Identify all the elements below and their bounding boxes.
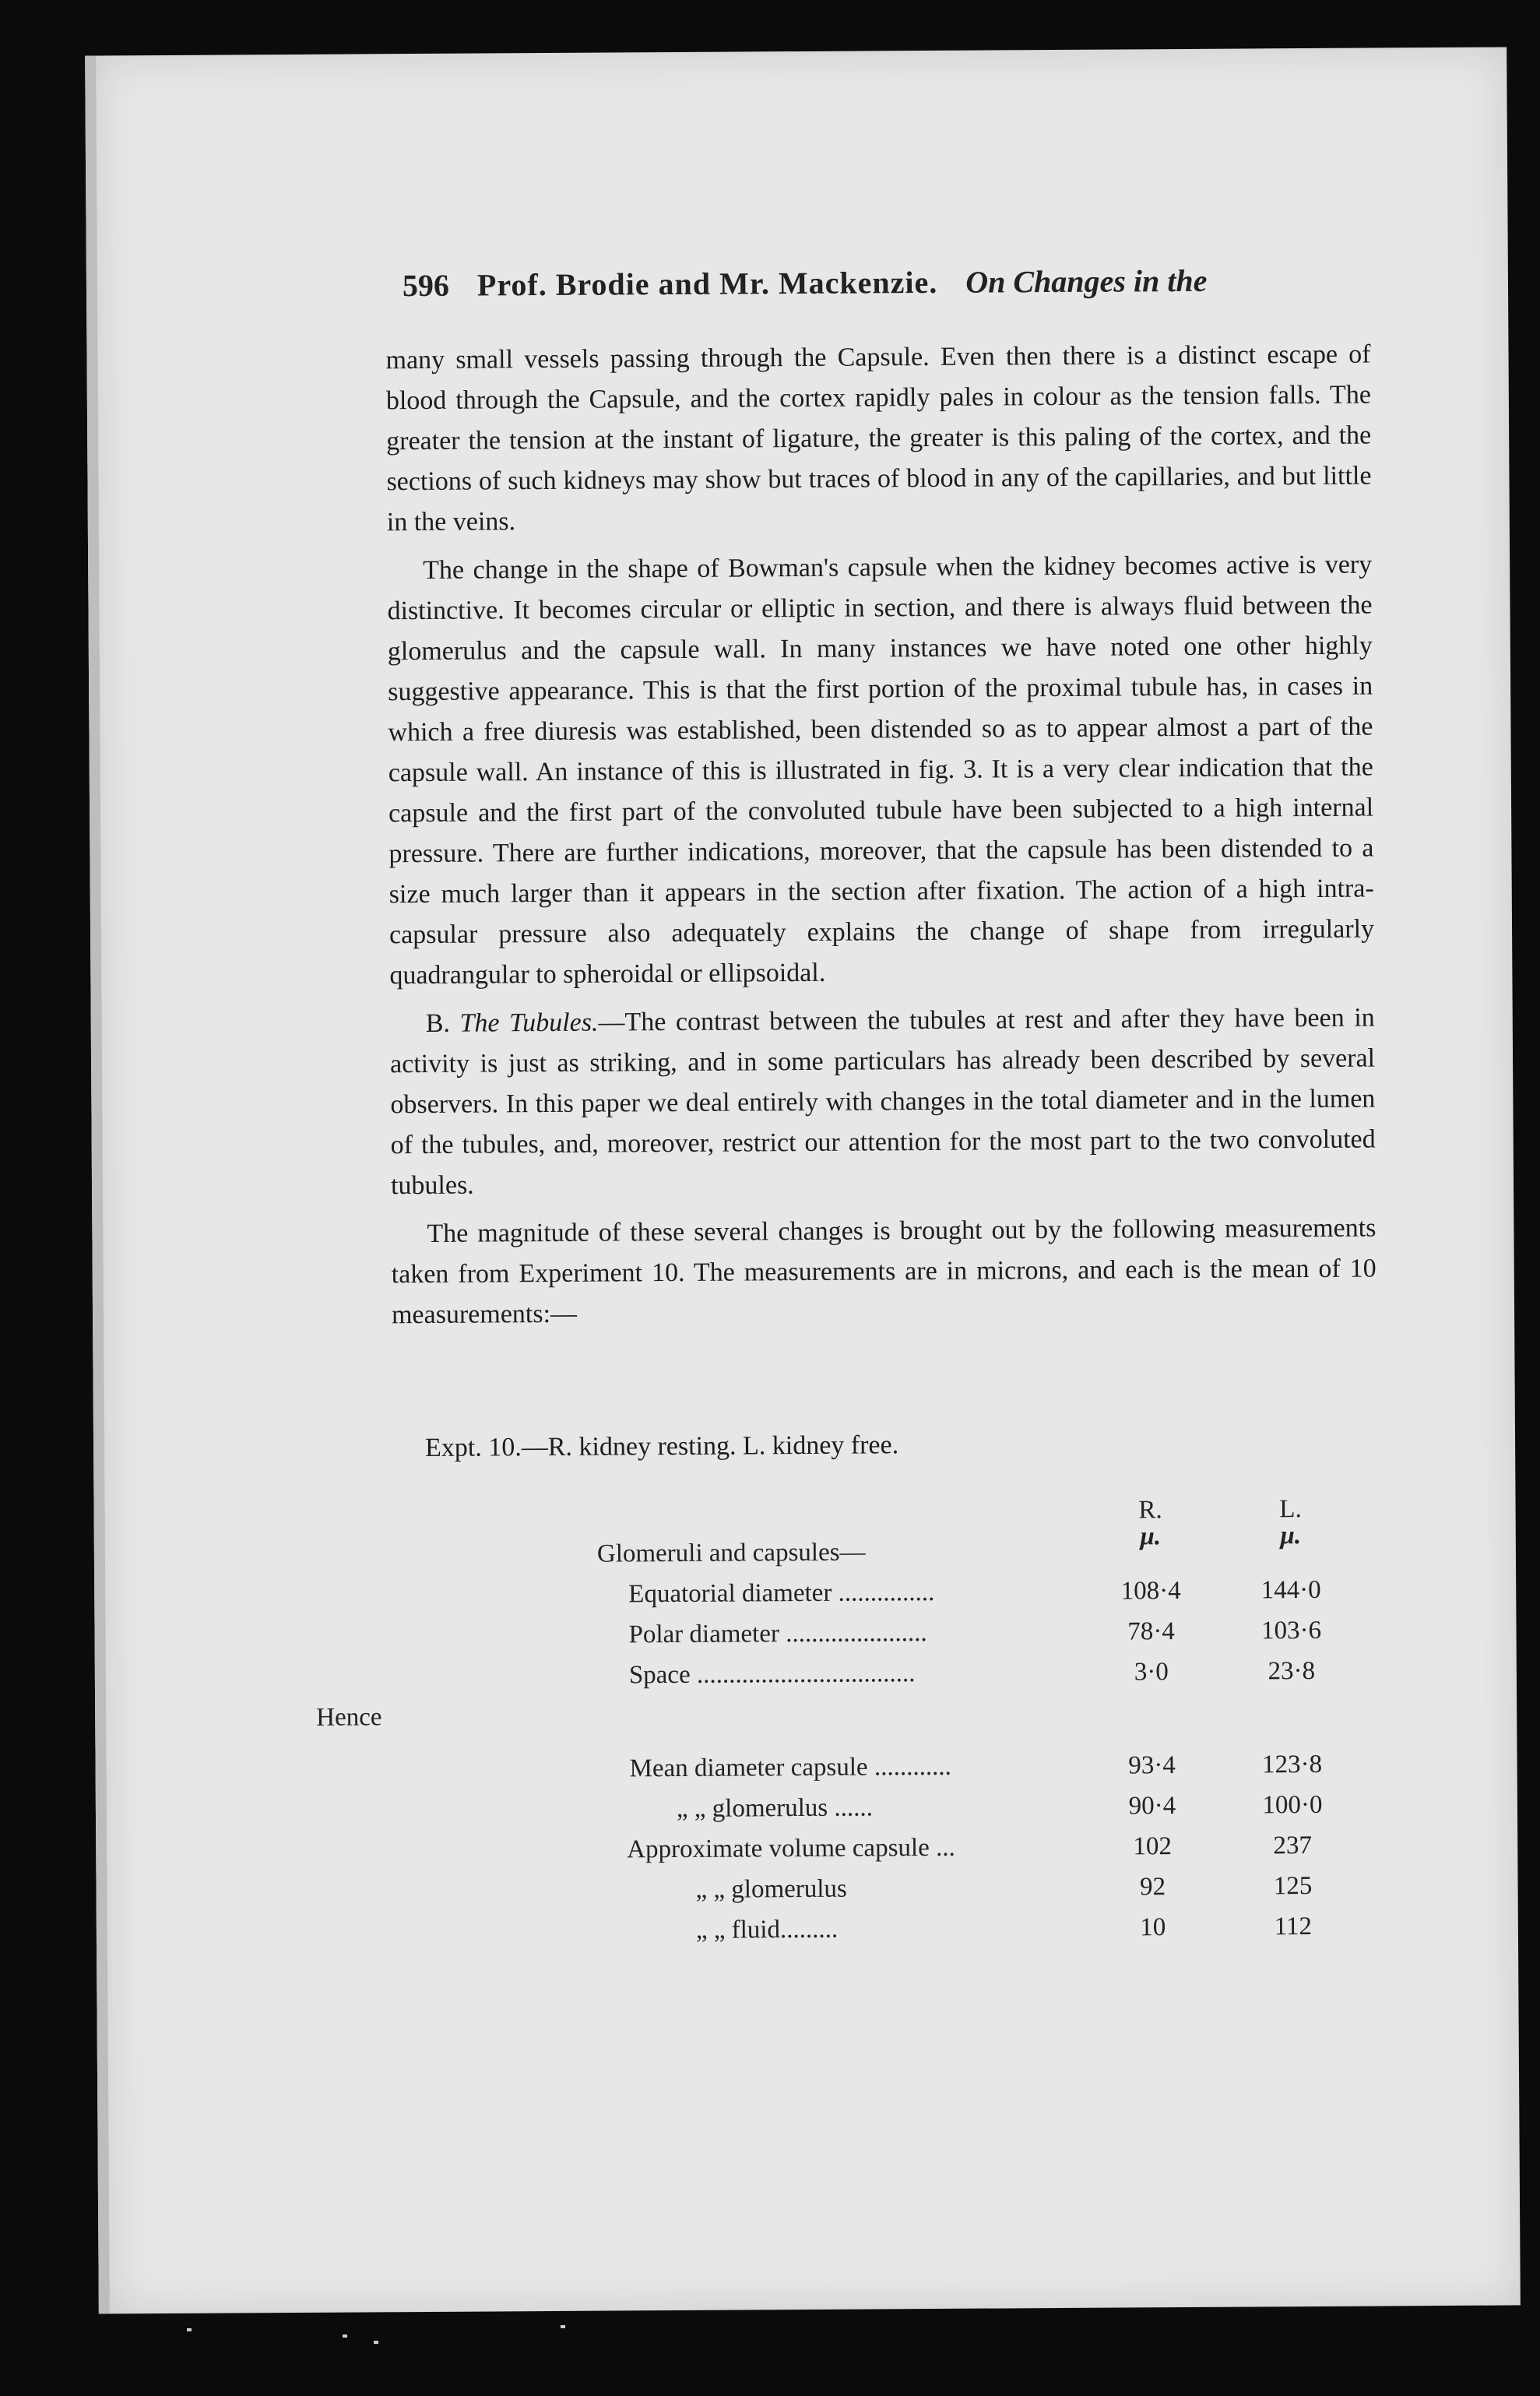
row-value-l: 100·0 bbox=[1262, 1790, 1323, 1820]
row-value-r: 108·4 bbox=[1120, 1577, 1181, 1606]
row-value-l: 237 bbox=[1273, 1831, 1313, 1860]
row-label: Approximate volume capsule ... bbox=[627, 1833, 955, 1864]
row-label: Hence bbox=[316, 1703, 382, 1732]
table-row bbox=[387, 1790, 1384, 1835]
table-row bbox=[385, 1575, 1382, 1620]
row-value-r: 3·0 bbox=[1134, 1658, 1169, 1687]
row-label: Polar diameter ...................... bbox=[628, 1619, 927, 1649]
row-value-r: 93·4 bbox=[1128, 1751, 1176, 1780]
table-row bbox=[386, 1656, 1383, 1701]
row-value-r: 10 bbox=[1140, 1913, 1166, 1942]
paragraph-3 bbox=[390, 998, 1377, 1207]
paragraph-4: The magnitude of these several changes is brought out by the following measurements taken from Experiment 10. The measurements are in microns, and each is the mean of 10 measurements:— bbox=[391, 1213, 1377, 1330]
table-row bbox=[387, 1871, 1384, 1916]
row-value-l: 112 bbox=[1274, 1912, 1313, 1941]
row-value-l: 125 bbox=[1273, 1872, 1313, 1901]
scanned-page bbox=[85, 47, 1521, 2313]
row-label: „ „ glomerulus ...... bbox=[676, 1793, 874, 1824]
table-row bbox=[387, 1750, 1384, 1795]
table-row bbox=[385, 1535, 1382, 1580]
row-value-l: 103·6 bbox=[1260, 1616, 1322, 1645]
table-row bbox=[388, 1912, 1384, 1957]
table-row bbox=[385, 1616, 1382, 1661]
body-text bbox=[385, 335, 1377, 1344]
row-label: Space .................................. bbox=[628, 1659, 916, 1690]
row-label: Glomeruli and capsules— bbox=[596, 1538, 866, 1568]
table-row bbox=[316, 1697, 1383, 1742]
row-label: Mean diameter capsule ............ bbox=[629, 1752, 951, 1783]
header-authors: Prof. Brodie and Mr. Mackenzie. bbox=[476, 264, 938, 303]
scan-specks bbox=[109, 2313, 576, 2359]
row-value-r: 78·4 bbox=[1127, 1617, 1175, 1646]
unit-r: μ. bbox=[1140, 1522, 1162, 1551]
header-running-title: On Changes in the bbox=[965, 262, 1208, 300]
unit-l: μ. bbox=[1280, 1522, 1302, 1550]
table-caption: Expt. 10.—R. kidney resting. L. kidney free. bbox=[424, 1430, 899, 1462]
section-dash: — bbox=[598, 1008, 625, 1037]
row-value-l: 123·8 bbox=[1261, 1750, 1323, 1779]
running-header bbox=[403, 261, 1376, 304]
row-value-l: 144·0 bbox=[1260, 1575, 1321, 1605]
col-header-l: L. bbox=[1279, 1495, 1302, 1524]
row-label: „ „ fluid......... bbox=[695, 1915, 839, 1944]
paragraph-2: The change in the shape of Bowman's capsule when the kidney becomes active is very distinctive. It becomes circular or elliptic in section, and there is always fluid between the glomerulus and the capsule wall. In many instances we have noted one other highly suggestive appearance. This is that the first portion of the proximal tubule has, in cases in which a free diuresis was established, been distended so as to appear almost a part of the capsule wall. An instance of this is illustrated in fig. 3. It is a very clear indication that the capsule and the first part of the convoluted tubule have been subjected to a high internal pressure. There are further indications, moreover, that the capsule has been distended to a size much larger than it appears in the section after fixation. The action of a high intra-capsular pressure also adequately explains the change of shape from irregularly quadrangular to spheroidal or ellipsoidal. bbox=[387, 550, 1375, 990]
table-row bbox=[387, 1831, 1384, 1876]
measurement-table bbox=[316, 1494, 1382, 1944]
section-heading: The Tubules. bbox=[459, 1008, 599, 1038]
row-value-r: 92 bbox=[1139, 1873, 1166, 1902]
row-value-l: 23·8 bbox=[1268, 1656, 1316, 1686]
paragraph-3-text: The contrast between the tubules at rest and after they have been in activity is just as striking, and in some particulars has already been described by several observers. In this paper we deal entirely with changes in the total diameter and in the lumen of the tubules, and, moreover, restrict our attention for the most part to the two convoluted tubules. bbox=[389, 1003, 1376, 1201]
section-prefix: B. bbox=[425, 1008, 451, 1038]
row-value-r: 102 bbox=[1133, 1832, 1173, 1861]
row-label: Equatorial diameter ............... bbox=[628, 1578, 935, 1609]
page-number: 596 bbox=[402, 267, 450, 304]
paragraph-1: many small vessels passing through the Capsule. Even then there is a distinct escape of blood through the Capsule, and the cortex rapidly pales in colour as the tension falls. The greater the tension at the instant of ligature, the greater is this paling of the cortex, and the sections of such kidneys may show but traces of blood in any of the capillaries, and but little in the veins. bbox=[385, 340, 1372, 537]
col-header-r: R. bbox=[1138, 1496, 1162, 1525]
row-label: „ „ glomerulus bbox=[695, 1874, 847, 1904]
row-value-r: 90·4 bbox=[1128, 1792, 1176, 1821]
